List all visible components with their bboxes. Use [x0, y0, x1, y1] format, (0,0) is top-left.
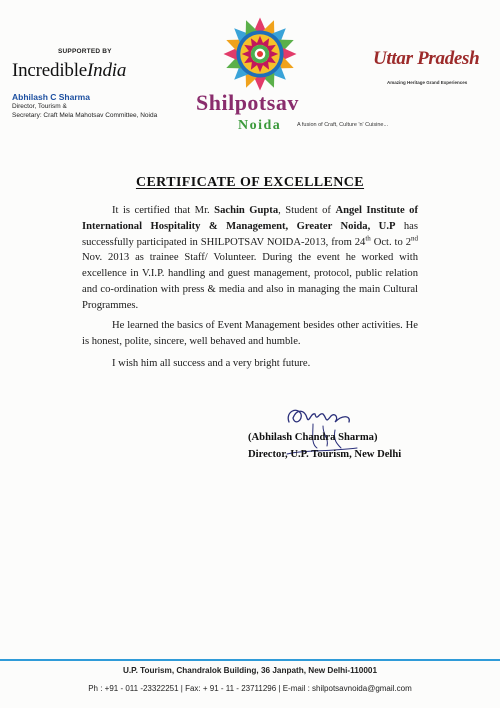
p1-text-b: , Student of	[278, 205, 336, 216]
footer-contact: Ph : +91 - 011 -23322251 | Fax: + 91 - 11 - 23711296 | E-mail : shilpotsavnoida@gmail.com	[88, 684, 412, 693]
mandala-logo-icon	[222, 16, 298, 92]
p1-text-d: Oct. to 2	[370, 236, 411, 248]
ordinal-nd: nd	[411, 234, 418, 243]
uttar-pradesh-logo: Uttar Pradesh	[373, 48, 480, 69]
certificate-paragraph-2: He learned the basics of Event Management besides other activities. He is honest, polite, sincere, well behaved and humble.	[82, 320, 418, 347]
ordinal-th: th	[365, 234, 371, 243]
signatory-title: Director, U.P. Tourism, New Delhi	[248, 449, 402, 460]
p1-text-c: has successfully participated in SHILPOTSAV NOIDA-2013, from 24	[82, 220, 418, 248]
certificate-paragraph-1	[82, 203, 418, 314]
certificate-paragraph-3: I wish him all success and a very bright future.	[112, 358, 311, 369]
signatory-name: (Abhilash Chandra Sharma)	[248, 432, 378, 443]
p1-text-a: It is certified that Mr.	[112, 205, 215, 216]
footer-address: U.P. Tourism, Chandralok Building, 36 Janpath, New Delhi-110001	[122, 666, 378, 675]
sender-designation-2: Secretary: Craft Mela Mahotsav Committee, Noida	[12, 112, 158, 119]
incredible-text: Incredible	[12, 60, 88, 81]
supported-by-label: SUPPORTED BY	[58, 48, 112, 55]
p1-text-e: Nov. 2013 as trainee Staff/ Volunteer. During the event he worked with excellence in V.I.P. handling and guest management, protocol, public relation and co-ordination with press & media and also in managing the main Cultural Programmes.	[82, 252, 418, 311]
student-name: Sachin Gupta	[214, 205, 279, 216]
sender-name: Abhilash C Sharma	[12, 92, 90, 102]
incredible-india-logo	[12, 60, 126, 82]
institute-name: Angel Institute of International Hospitality & Management, Greater Noida, U.P	[82, 205, 418, 232]
certificate-title	[0, 175, 500, 191]
event-tagline: A fusion of Craft, Culture 'n' Cuisine...	[297, 122, 389, 128]
noida-logo-text: Noida	[238, 118, 282, 133]
shilpotsav-logo-text: Shilpotsav	[196, 90, 299, 115]
certificate-title-text: CERTIFICATE OF EXCELLENCE	[135, 175, 365, 190]
sender-designation-1: Director, Tourism &	[12, 103, 67, 110]
up-tagline: Amazing Heritage Grand Experiences	[387, 80, 468, 85]
india-text: India	[87, 60, 127, 81]
footer-rule	[0, 659, 500, 661]
